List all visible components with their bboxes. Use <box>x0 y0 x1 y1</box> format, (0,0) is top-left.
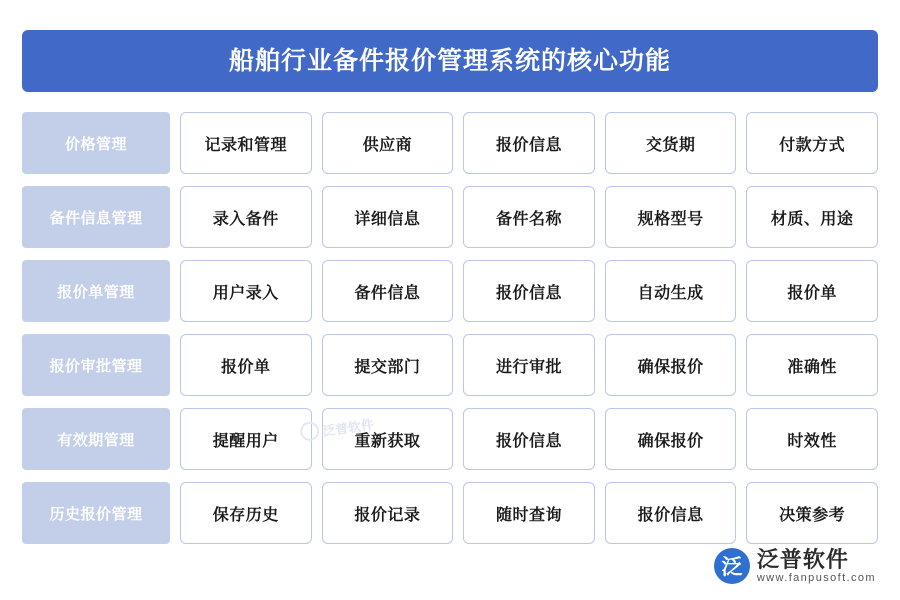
row-label-quotation-approval-management: 报价审批管理 <box>22 334 170 396</box>
page-title: 船舶行业备件报价管理系统的核心功能 <box>228 46 671 75</box>
cell: 自动生成 <box>605 260 737 322</box>
table-row <box>22 334 878 396</box>
company-logo <box>714 548 876 584</box>
watermark-text: 泛普软件 <box>321 416 375 440</box>
cell: 交货期 <box>605 112 737 174</box>
cell: 准确性 <box>746 334 878 396</box>
cell: 规格型号 <box>605 186 737 248</box>
table-row <box>22 482 878 544</box>
cell: 用户录入 <box>180 260 312 322</box>
logo-name-en: www.fanpusoft.com <box>756 571 876 584</box>
cell: 确保报价 <box>605 334 737 396</box>
table-row <box>22 112 878 174</box>
cell: 报价信息 <box>463 408 595 470</box>
row-label-spare-part-info-management: 备件信息管理 <box>22 186 170 248</box>
cell: 备件名称 <box>463 186 595 248</box>
cell: 备件信息 <box>322 260 454 322</box>
row-label-history-quotation-management: 历史报价管理 <box>22 482 170 544</box>
cell: 决策参考 <box>746 482 878 544</box>
logo-mark-icon: 泛 <box>714 548 750 584</box>
feature-grid <box>22 112 878 544</box>
cell: 报价信息 <box>605 482 737 544</box>
cell: 重新获取 <box>322 408 454 470</box>
page-title-banner <box>22 30 878 92</box>
table-row <box>22 260 878 322</box>
cell: 详细信息 <box>322 186 454 248</box>
cell: 时效性 <box>746 408 878 470</box>
cell: 报价单 <box>746 260 878 322</box>
cell: 付款方式 <box>746 112 878 174</box>
cell: 材质、用途 <box>746 186 878 248</box>
cell: 随时查询 <box>463 482 595 544</box>
table-row <box>22 186 878 248</box>
cell: 进行审批 <box>463 334 595 396</box>
logo-text-block <box>757 548 876 584</box>
cell: 报价信息 <box>463 112 595 174</box>
cell: 供应商 <box>322 112 454 174</box>
cell: 报价信息 <box>463 260 595 322</box>
cell: 确保报价 <box>605 408 737 470</box>
row-label-price-management: 价格管理 <box>22 112 170 174</box>
cell: 记录和管理 <box>180 112 312 174</box>
cell: 报价单 <box>180 334 312 396</box>
logo-name-cn: 泛普软件 <box>756 546 849 572</box>
cell: 报价记录 <box>322 482 454 544</box>
cell: 提醒用户 <box>180 408 312 470</box>
cell: 保存历史 <box>180 482 312 544</box>
row-label-validity-management: 有效期管理 <box>22 408 170 470</box>
table-row <box>22 408 878 470</box>
row-label-quotation-management: 报价单管理 <box>22 260 170 322</box>
cell: 提交部门 <box>322 334 454 396</box>
cell: 录入备件 <box>180 186 312 248</box>
